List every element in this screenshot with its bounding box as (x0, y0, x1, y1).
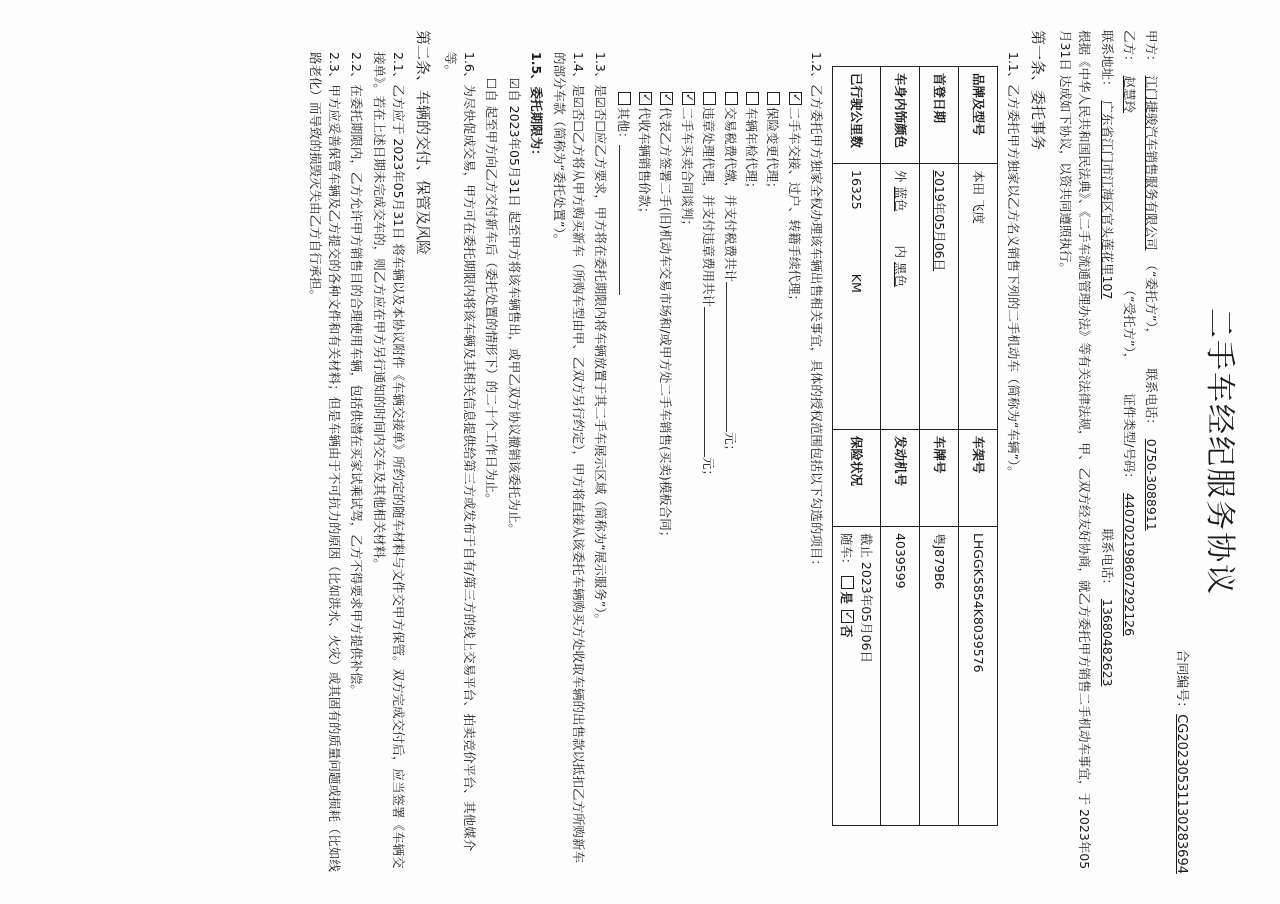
option-checkbox[interactable] (725, 92, 738, 105)
option-tail: 元； (701, 457, 717, 483)
authorization-option (613, 90, 632, 874)
party-b-name: 赵慧玲 (1121, 75, 1137, 114)
vehicle-vin: LHGGK5854K8039576 (958, 526, 997, 825)
authorization-option (742, 90, 761, 874)
authorization-option (656, 90, 675, 874)
vehicle-plate: 粤J879B6 (919, 526, 958, 825)
vehicle-table: 品牌及型号 本田 飞度 车架号 LHGGK5854K8039576 首登日期 2019年05月06日 车牌号 粤J879B6 车身内饰颜色 外 蓝色 内 黑色 发动机号 4039599 已行驶公里数 16325 KM 保险状况 截止 2023年05月06日 随车： 是 ✓否 (832, 66, 998, 826)
clause-1-2: 1.2、乙方委托甲方独家全权办理该车辆出售相关事宜，具体的授权范围包括以下勾选的项目： (809, 52, 825, 572)
clause-2-3: 2.3、甲方应妥善保管车辆及乙方提交的各种文件和有关材料；但是车辆由于不可抗力的原因（比如洪水、火灾）或其固有的质量问题或损耗（比如线路老化）而导致的损毁灭失由乙方自行承担。 (307, 52, 342, 872)
party-b-contact: 联系地址： 广东省江门市江海区官头莲花里107 联系电话： 13680482623 (1097, 30, 1116, 874)
insurance-yes-checkbox[interactable] (841, 576, 854, 589)
page-title: 二手车经纪服务协议 (1202, 308, 1237, 596)
option-label: 车辆年检代理； (743, 107, 759, 195)
option-blank (726, 282, 739, 432)
authorization-option (763, 90, 782, 874)
clause-1-3: 1.3、是☑否☐应乙方要求，甲方将在委托期限内将车辆放置于其二手车展示区域（简称为“展示服务”）。 (593, 52, 609, 626)
option-label: 二手车买卖合同谈判； (679, 107, 695, 233)
clause-1-5: 1.5、委托期限为： (529, 52, 545, 162)
option-checkbox[interactable] (682, 92, 695, 105)
clause-1-6: 1.6、为尽快促成交易，甲方可在委托期限内将该车辆及其相关信息提供给第三方或发布于自有/第三方的线上交易平台、拍卖竞价平台、其他媒介等。 (442, 52, 478, 852)
clause-1-5-option-b: ☐自 起至甲方向乙方交付新车后（委托处置的情形下）的二十个工作日为止。 (484, 78, 500, 506)
option-checkbox[interactable] (767, 92, 780, 105)
option-checkbox[interactable] (639, 92, 652, 105)
option-checkbox[interactable] (703, 92, 716, 105)
party-a-name: 江门捷骏汽车销售服务有限公司 (1144, 75, 1160, 251)
vehicle-engine: 4039599 (880, 526, 919, 825)
clause-1-5-option-a: ☑自 2023年05月31日 起至甲方将该车辆售出，或甲乙双方协议撤销该委托为止。 (506, 78, 522, 536)
option-label: 保险变更代理； (765, 107, 781, 195)
authorization-option (784, 90, 803, 874)
clause-2-2: 2.2、在委托期限内，乙方允许甲方销售目的合理使用车辆，包括供潜在买家试乘试驾，乙方不得要求甲方提供补偿。 (349, 52, 365, 697)
clause-2-1: 2.1、乙方应于 2023年05月31日 将车辆以及本协议附件《车辆交接单》所约定的随车材料与文件交甲方保管。双方完成交付后，应当签署《车辆交接单》。若在上述日期未完成交车的，则乙方应在甲方另行通知的时间内交车及其他相关材料。 (371, 52, 407, 869)
option-checkbox[interactable] (618, 92, 631, 105)
authorization-option (720, 90, 739, 874)
option-checkbox[interactable] (660, 92, 673, 105)
option-blank (704, 307, 717, 457)
option-blank (619, 145, 632, 295)
party-a-phone: 0750-3088911 (1144, 438, 1160, 531)
authorization-options (613, 90, 803, 874)
section-1-heading: 第一条、委托事务 (1029, 30, 1048, 151)
option-tail: 元； (722, 432, 738, 458)
option-label: 代表乙方签署二手(旧)机动车交易市场和/或甲方处二手车销售(买卖)模板合同； (658, 107, 674, 544)
party-a: 甲方： 江门捷骏汽车销售服务有限公司 （“委托方”）， 联系电话： 0750-3088911 (1142, 30, 1161, 874)
authorization-option (699, 90, 718, 874)
section-2-heading: 第二条、车辆的交付、保管及风险 (414, 30, 433, 256)
clause-1-4: 1.4、是☑否☐乙方将从甲方购买新车（所购车型由甲、乙双方另行约定），甲方将直接从该委托车辆购买方处收取车辆的出售款以抵扣乙方所购新车的部分车款（简称为“委托处置”）。 (551, 52, 586, 864)
vehicle-colors: 外 蓝色 内 黑色 (880, 164, 919, 430)
party-b: 乙方： 赵慧玲 （“受托方”）， 证件类型/号码： 440702198607292126 (1120, 30, 1139, 874)
option-label: 交易税费代缴，并支付税费共计 (722, 107, 738, 283)
vehicle-brand: 本田 飞度 (958, 164, 997, 430)
authorization-option (635, 90, 654, 874)
option-label: 代收车辆销售价款； (637, 107, 653, 220)
option-label: 其他： (615, 107, 631, 145)
option-label: 违章处理代理，并支付违章费用共计 (701, 107, 717, 308)
option-label: 二手车交接、过户、转籍手续代理； (786, 107, 802, 308)
party-b-address: 广东省江门市江海区官头莲花里107 (1099, 100, 1115, 300)
clause-1-1: 1.1、乙方委托甲方独家以乙方名义销售下列的二手机动车（简称为“车辆”）。 (1006, 52, 1022, 479)
vehicle-insurance: 截止 2023年05月06日 随车： 是 ✓否 (833, 526, 881, 825)
contract-number: 合同编号：CG20230531130283694 (1174, 649, 1190, 874)
party-b-id: 440702198607292126 (1121, 492, 1137, 637)
intro-paragraph: 根据《中华人民共和国民法典》、《二手车流通管理办法》等有关法律法规，甲、乙双方经友好协商，就乙方委托甲方销售二手机动车事宜，于 2023年05月31日 达成如下协议，以资共同遵照执行。 (1057, 30, 1093, 870)
vehicle-mileage: 16325 KM (833, 164, 881, 430)
party-b-phone: 13680482623 (1099, 599, 1115, 687)
authorization-option (677, 90, 696, 874)
option-checkbox[interactable] (789, 92, 802, 105)
insurance-no-checkbox[interactable] (841, 610, 854, 623)
option-checkbox[interactable] (746, 92, 759, 105)
vehicle-reg-date: 2019年05月06日 (931, 170, 947, 272)
